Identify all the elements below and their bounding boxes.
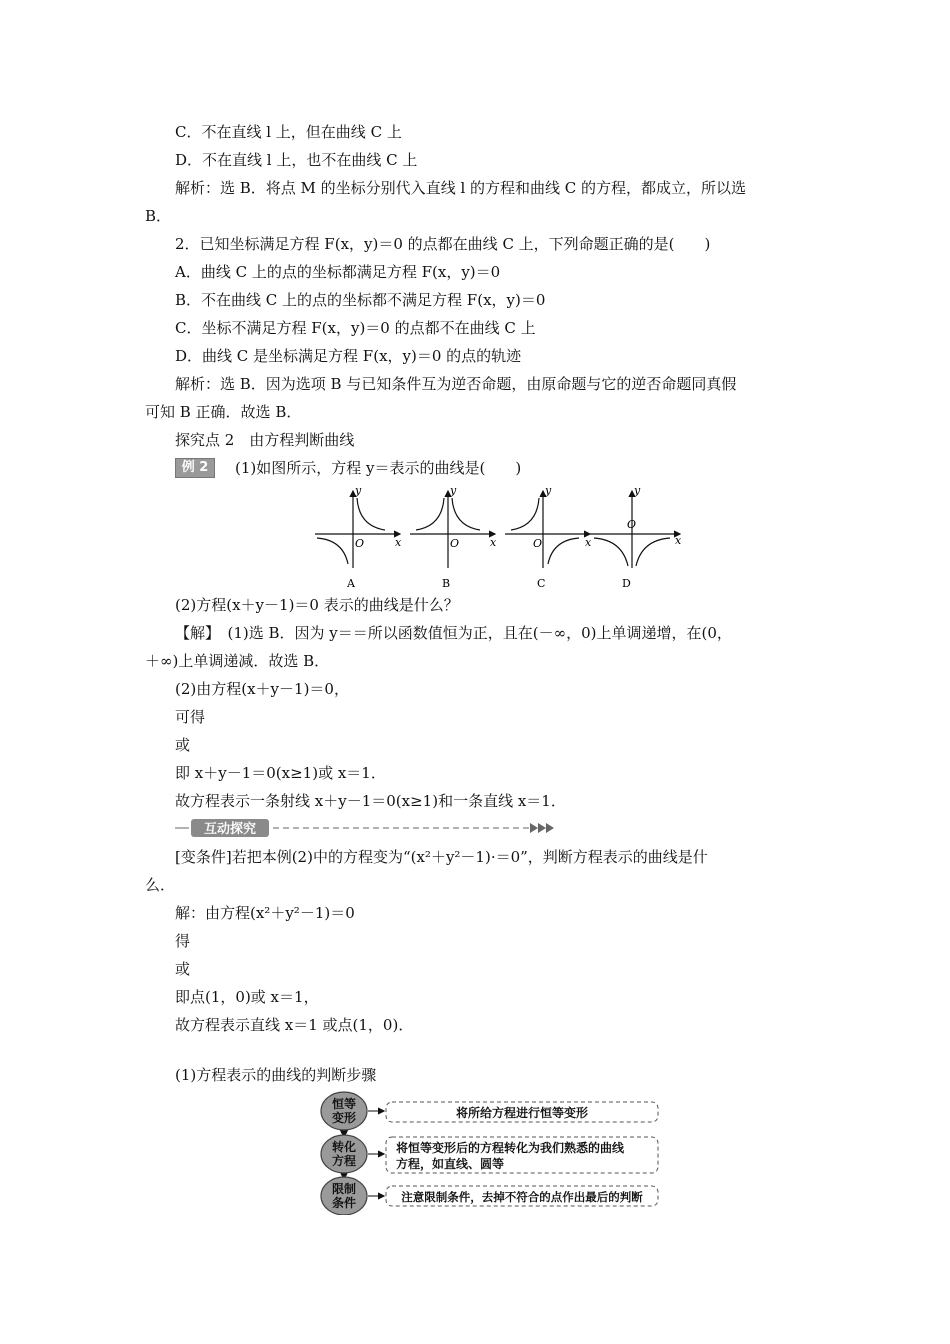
axis-y-label: y [355,486,362,497]
graph-b-label: B [442,577,451,590]
axis-x-label: x [490,536,497,549]
step-1-label-top: 恒等 [331,1097,357,1111]
q2-option-a: A．曲线 C 上的点的坐标都满足方程 F(x，y)＝0 [175,263,501,281]
variation-or: 或 [175,960,191,978]
q2-option-b: B．不在曲线 C 上的点的坐标都不满足方程 F(x，y)＝0 [175,291,546,309]
graph-a-label: A [347,577,355,590]
step-2-text-line1: 将恒等变形后的方程转化为我们熟悉的曲线 [396,1141,625,1155]
step-3-text: 注意限制条件，去掉不符合的点作出最后的判断 [401,1190,643,1204]
solution-2: 解析：选 B．因为选项 B 与已知条件互为逆否命题，由原命题与它的逆否命题同真假 [175,375,737,393]
solution-1-cont: B． [145,207,172,225]
graph-a [315,491,400,568]
variation-question-cont: 么． [145,876,176,894]
example-question-2: (2)方程(x＋y－1)＝0 表示的曲线是什么？ [175,596,459,614]
origin-label: O [450,537,460,550]
question-2: 2．已知坐标满足方程 F(x，y)＝0 的点都在曲线 C 上，下列命题正确的是( ) [175,235,711,253]
q2-option-c: C．坐标不满足方程 F(x，y)＝0 的点都不在曲线 C 上 [175,319,536,337]
example-question-1: (1)如图所示，方程 y＝表示的曲线是( ) [235,459,522,477]
answer-2-or: 或 [175,736,191,754]
example-tag: 例 2 [175,458,215,478]
solution-1: 解析：选 B．将点 M 的坐标分别代入直线 l 的方程和曲线 C 的方程，都成立，所以选 [175,179,747,197]
steps-flowchart [318,1090,663,1215]
curve-options-figure [305,486,685,591]
answer-2-result: 即 x＋y－1＝0(x≥1)或 x＝1． [175,764,386,782]
step-1 [321,1092,658,1130]
axis-x-label: x [395,536,402,549]
axis-y-label: y [450,486,457,497]
graph-d-label: D [622,577,631,590]
axis-y-label: y [545,486,552,497]
axis-y-label: y [634,486,641,497]
step-1-text: 将所给方程进行恒等变形 [455,1106,589,1120]
option-d: D．不在直线 l 上，也不在曲线 C 上 [175,151,418,169]
step-2-text-line2: 方程，如直线、圆等 [396,1157,505,1171]
step-1-label-bottom: 变形 [331,1111,357,1125]
variation-result: 即点(1，0)或 x＝1， [175,988,319,1006]
variation-question: [变条件]若把本例(2)中的方程变为“(x²＋y²－1)·＝0”，判断方程表示的曲线是什 [175,848,708,866]
step-3 [321,1177,658,1215]
variation-step: 得 [175,932,191,950]
variation-conclusion: 故方程表示直线 x＝1 或点(1，0)． [175,1016,414,1034]
answer-2: (2)由方程(x＋y－1)＝0， [175,680,349,698]
origin-label: O [627,518,637,531]
step-2-label-bottom: 方程 [331,1154,357,1168]
answer-1: 【解】 (1)选 B．因为 y＝＝所以函数值恒为正，且在(－∞，0)上单调递增，在(0， [175,624,732,642]
step-2-label-top: 转化 [331,1140,357,1154]
solution-2-cont: 可知 B 正确．故选 B． [145,403,302,421]
graph-b [410,491,495,568]
option-c: C．不在直线 l 上，但在曲线 C 上 [175,123,402,141]
origin-label: O [355,537,365,550]
step-3-label-top: 限制 [331,1182,357,1196]
axis-x-label: x [675,534,682,547]
q2-option-d: D．曲线 C 是坐标满足方程 F(x，y)＝0 的点的轨迹 [175,347,522,365]
answer-2-step: 可得 [175,708,206,726]
axis-x-label: x [585,536,592,549]
origin-label: O [533,537,543,550]
variation-answer: 解：由方程(x²＋y²－1)＝0 [175,904,355,922]
graph-c [505,491,590,568]
interactive-banner [175,818,560,838]
answer-2-conclusion: 故方程表示一条射线 x＋y－1＝0(x≥1)和一条直线 x＝1． [175,792,566,810]
banner-label: 互动探究 [203,822,257,837]
step-2 [321,1135,658,1173]
steps-heading: (1)方程表示的曲线的判断步骤 [175,1066,377,1084]
step-3-label-bottom: 条件 [331,1196,357,1210]
graph-c-label: C [537,577,546,590]
answer-1-cont: ＋∞)上单调递减．故选 B． [145,652,330,670]
section-heading: 探究点 2 由方程判断曲线 [175,431,355,449]
